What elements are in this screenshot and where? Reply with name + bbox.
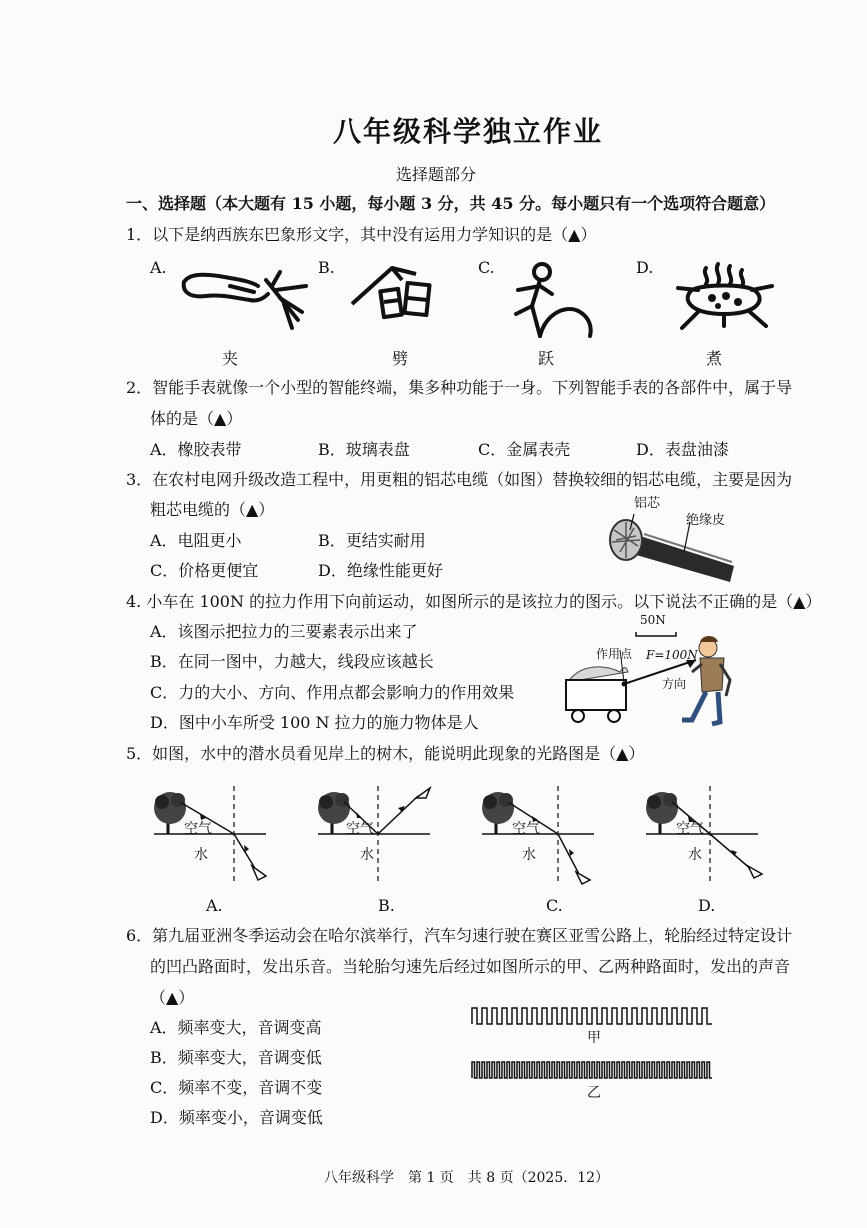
optics-air-label-d: 空气 — [676, 821, 704, 837]
optics-water-label-a: 水 — [194, 847, 208, 863]
section-title: 选择题部分 — [396, 165, 477, 184]
q1-caption-a: 夹 — [222, 349, 239, 368]
glyph-leap-icon — [510, 262, 600, 340]
force-direction-label: 方向 — [662, 677, 687, 691]
glyph-split-icon — [348, 262, 448, 332]
q1-option-c[interactable]: C. — [478, 258, 495, 277]
glyph-boil-icon — [668, 262, 778, 332]
q1-option-b[interactable]: B. — [318, 258, 335, 277]
page-footer: 八年级科学 第 1 页 共 8 页（2025．12） — [324, 1170, 610, 1186]
road-label-yi: 乙 — [587, 1085, 601, 1101]
q2-option-d[interactable]: D．表盘油漆 — [636, 440, 729, 459]
question-3-stem-line1: 3．在农村电网升级改造工程中，用更粗的铝芯电缆（如图）替换较细的铝芯电缆，主要是因为 — [126, 470, 793, 489]
q6-option-c[interactable]: C．频率不变，音调不变 — [150, 1078, 323, 1097]
cable-label-insulation: 绝缘皮 — [686, 513, 726, 528]
q2-option-c[interactable]: C．金属表壳 — [478, 440, 571, 459]
question-5-stem: 5．如图，水中的潜水员看见岸上的树木，能说明此现象的光路图是（▲） — [126, 744, 645, 763]
q5-option-a[interactable]: A. — [206, 896, 223, 915]
q4-option-d[interactable]: D．图中小车所受 100 N 拉力的施力物体是人 — [150, 713, 479, 732]
question-2-stem-line1: 2．智能手表就像一个小型的智能终端，集多种功能于一身。下列智能手表的各部件中，属于导 — [126, 378, 793, 397]
question-1-stem: 1．以下是纳西族东巴象形文字，其中没有运用力学知识的是（▲） — [126, 225, 597, 244]
glyph-clamp-icon — [180, 268, 310, 338]
q4-option-c[interactable]: C．力的大小、方向、作用点都会影响力的作用效果 — [150, 683, 515, 702]
optics-diagram-a — [148, 780, 288, 890]
q1-caption-b: 劈 — [392, 349, 409, 368]
q5-option-d[interactable]: D. — [698, 896, 716, 915]
question-6-stem-line1: 6．第九届亚洲冬季运动会在哈尔滨举行，汽车匀速行驶在赛区亚雪公路上，轮胎经过特定设计 — [126, 926, 793, 945]
q4-option-b[interactable]: B．在同一图中，力越大，线段应该越长 — [150, 652, 434, 671]
q5-option-b[interactable]: B. — [378, 896, 395, 915]
question-4-stem: 4. 小车在 100N 的拉力作用下向前运动，如图所示的是该拉力的图示。以下说法不正确的是（▲） — [126, 592, 822, 611]
optics-water-label-b: 水 — [360, 847, 374, 863]
road-label-jia: 甲 — [587, 1030, 601, 1046]
optics-water-label-c: 水 — [522, 847, 536, 863]
q6-option-a[interactable]: A．频率变大，音调变高 — [150, 1018, 322, 1037]
optics-diagram-d — [640, 780, 780, 890]
optics-water-label-d: 水 — [688, 847, 702, 863]
force-diagram — [560, 620, 760, 730]
q6-option-b[interactable]: B．频率变大，音调变低 — [150, 1048, 322, 1067]
question-2-stem-line2: 体的是（▲） — [150, 409, 243, 428]
q3-option-d[interactable]: D．绝缘性能更好 — [318, 561, 443, 580]
q4-option-a[interactable]: A．该图示把拉力的三要素表示出来了 — [150, 622, 418, 641]
q1-caption-c: 跃 — [538, 349, 555, 368]
optics-diagram-c — [476, 780, 616, 890]
optics-air-label-c: 空气 — [512, 821, 540, 837]
part-heading: 一、选择题（本大题有 15 小题，每小题 3 分，共 45 分。每小题只有一个选项符合题意） — [126, 194, 776, 213]
optics-diagram-b — [312, 780, 452, 890]
q2-option-b[interactable]: B．玻璃表盘 — [318, 440, 410, 459]
page-title: 八年级科学独立作业 — [333, 115, 604, 148]
q1-caption-d: 煮 — [706, 349, 723, 368]
force-value-label: F=100N — [646, 648, 698, 662]
q3-option-c[interactable]: C．价格更便宜 — [150, 561, 259, 580]
question-6-stem-line3: （▲） — [150, 988, 195, 1007]
q5-option-c[interactable]: C. — [546, 896, 563, 915]
road-surface-jia — [472, 1004, 716, 1026]
road-surface-yi — [472, 1058, 716, 1080]
question-6-stem-line2: 的凹凸路面时，发出乐音。当轮胎匀速先后经过如图所示的甲、乙两种路面时，发出的声音 — [150, 957, 791, 976]
q3-option-b[interactable]: B．更结实耐用 — [318, 531, 426, 550]
force-scale-label: 50N — [640, 613, 666, 627]
q6-option-d[interactable]: D．频率变小，音调变低 — [150, 1108, 323, 1127]
q1-option-d[interactable]: D. — [636, 258, 654, 277]
optics-air-label-a: 空气 — [184, 821, 212, 837]
cable-label-core: 铝芯 — [634, 496, 661, 511]
optics-air-label-b: 空气 — [346, 821, 374, 837]
q1-option-a[interactable]: A. — [150, 258, 167, 277]
force-point-label: 作用点 — [596, 647, 633, 661]
q2-option-a[interactable]: A．橡胶表带 — [150, 440, 242, 459]
cable-illustration — [604, 490, 744, 590]
question-3-stem-line2: 粗芯电缆的（▲） — [150, 500, 275, 519]
q3-option-a[interactable]: A．电阻更小 — [150, 531, 242, 550]
